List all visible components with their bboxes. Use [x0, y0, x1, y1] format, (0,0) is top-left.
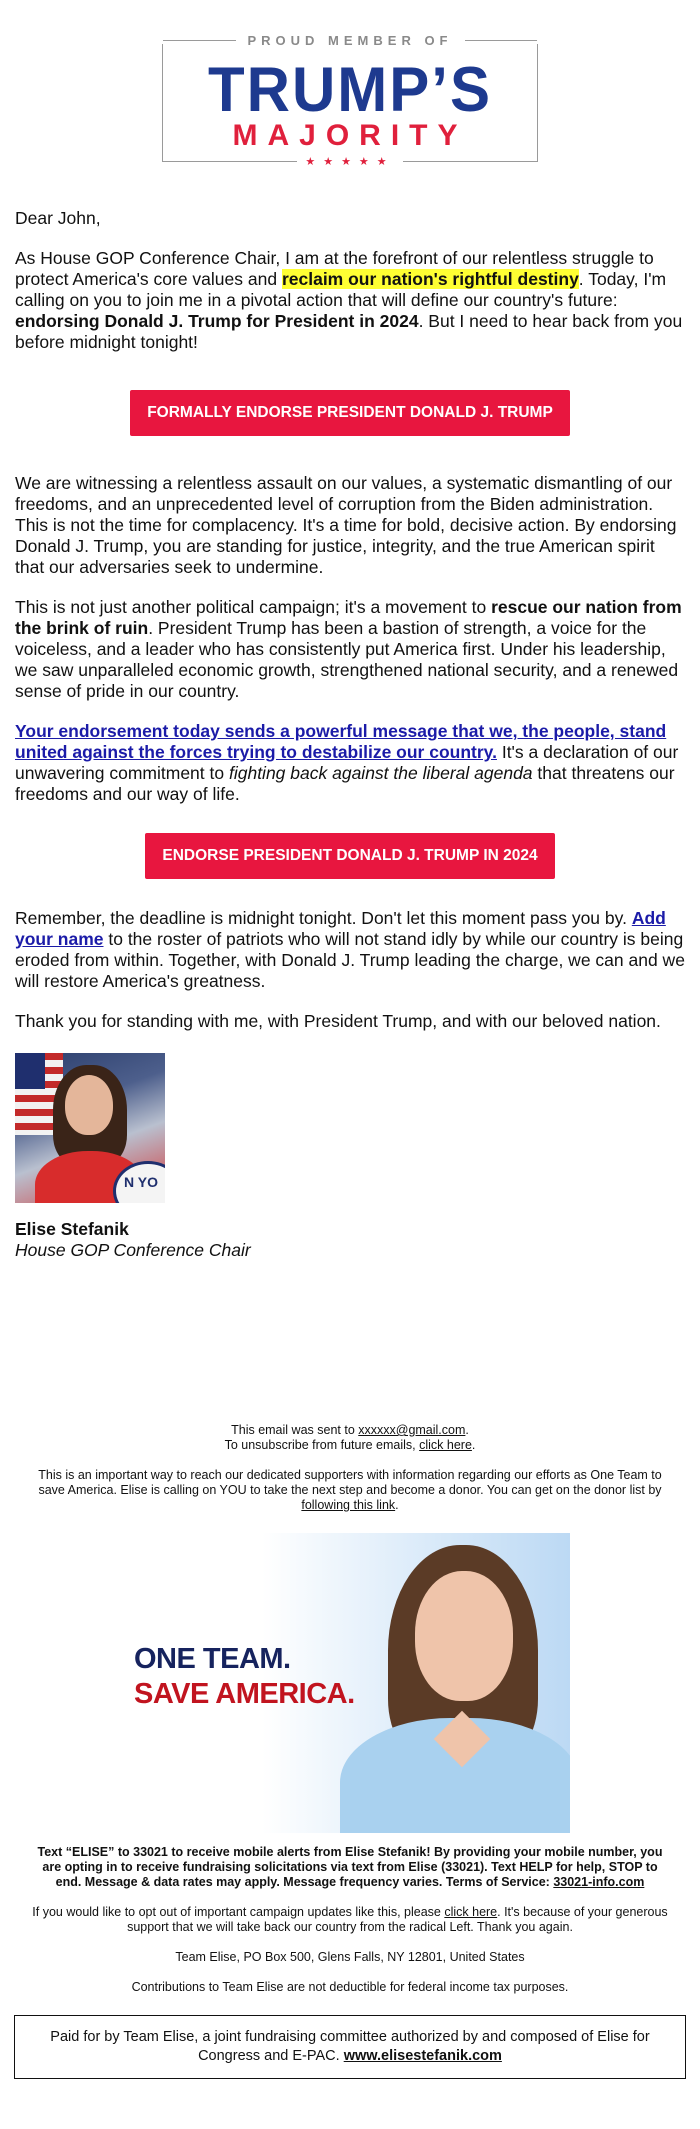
- highlighted-text: reclaim our nation's rightful destiny: [281, 269, 579, 289]
- add-your-name-link[interactable]: Add your name: [15, 908, 666, 949]
- logo-stars: ★★★★★: [297, 156, 402, 168]
- signature-photo: [15, 1053, 165, 1203]
- trumps-majority-logo: [162, 33, 538, 168]
- paragraph-endorsement: Your endorsement today sends a powerful message that we, the people, stand united against the forces trying to destabilize our country. It's a declaration of our unwavering commitment to fighting back against the liberal agenda that threatens our freedoms and our way of life.: [15, 721, 679, 804]
- logo-header: [0, 0, 700, 168]
- sms-terms-link[interactable]: 33021-info.com: [553, 1875, 645, 1889]
- greeting: Dear John,: [15, 208, 101, 228]
- paragraph-intro: As House GOP Conference Chair, I am at the forefront of our relentless struggle to protect America's core values and reclaim our nation's rightful destiny. Today, I'm calling on you to join me in a pivotal action that will define our country's future: endorsing Donald J. Trump for President in 2024. But I need to hear back from you before midnight tonight!: [15, 248, 683, 352]
- optout-link[interactable]: click here: [444, 1905, 498, 1919]
- letter-body: [0, 208, 700, 1261]
- paragraph-movement: This is not just another political campaign; it's a movement to rescue our nation from the brink of ruin. President Trump has been a bastion of strength, a voice for the voiceless, and a leader who has consistently put America first. Under his leadership, we saw unparalleled economic growth, strengthened national security, and a renewed sense of pride in our country.: [15, 597, 682, 701]
- banner-line2: SAVE AMERICA.: [134, 1678, 355, 1710]
- logo-main-text: TRUMP’S: [208, 54, 492, 125]
- banner-line1: ONE TEAM.: [134, 1643, 291, 1675]
- signature-title: House GOP Conference Chair: [15, 1240, 251, 1260]
- website-link[interactable]: www.elisestefanik.com: [343, 2048, 502, 2064]
- logo-top-text: PROUD MEMBER OF: [247, 33, 453, 48]
- logo-sub-text: MAJORITY: [232, 119, 468, 152]
- signature-name: Elise Stefanik: [15, 1219, 129, 1239]
- sent-to-text: This email was sent to xxxxxx@gmail.com. To unsubscribe from future emails, click here.: [224, 1423, 476, 1452]
- photo-badge: N YO: [113, 1161, 165, 1203]
- endorse-button[interactable]: FORMALLY ENDORSE PRESIDENT DONALD J. TRUMP: [130, 390, 570, 436]
- mailing-address: Team Elise, PO Box 500, Glens Falls, NY 12801, United States: [175, 1950, 525, 1964]
- donor-info-text: This is an important way to reach our dedicated supporters with information regarding our efforts as One Team to save America. Elise is calling on YOU to take the next step and become a donor. You can get on the donor list by following this link.: [38, 1468, 662, 1512]
- paid-for-box: Paid for by Team Elise, a joint fundraising committee authorized by and composed of Elise for Congress and E-PAC. www.elisestefanik.com: [14, 2015, 686, 2079]
- paragraph-assault: We are witnessing a relentless assault on our values, a systematic dismantling of our freedoms, and an unprecedented level of corruption from the Biden administration. This is not the time for complacency. It's a time for bold, decisive action. By endorsing Donald J. Trump, you are standing for justice, integrity, and the true American spirit that our adversaries seek to undermine.: [15, 473, 677, 577]
- tax-disclaimer: Contributions to Team Elise are not deductible for federal income tax purposes.: [131, 1980, 569, 1994]
- optout-text: If you would like to opt out of important campaign updates like this, please click here. It's because of your generous support that we will take back our country from the radical Left. Thank you again.: [32, 1905, 668, 1934]
- paragraph-deadline: Remember, the deadline is midnight tonight. Don't let this moment pass you by. Add your name to the roster of patriots who will not stand idly by while our country is being eroded from within. Together, with Donald J. Trump leading the charge, we can and we will restore America's greatness.: [15, 908, 685, 991]
- one-team-banner[interactable]: [130, 1533, 570, 1833]
- donor-list-link[interactable]: following this link: [301, 1498, 396, 1512]
- recipient-email-link[interactable]: xxxxxx@gmail.com: [358, 1423, 466, 1437]
- unsubscribe-link[interactable]: click here: [419, 1438, 472, 1452]
- portrait-image: [415, 1571, 513, 1701]
- sms-disclaimer: Text “ELISE” to 33021 to receive mobile alerts from Elise Stefanik! By providing your mobile number, you are opting in to receive fundraising solicitations via text from Elise (33021). Text HELP for help, STOP to end. Message & data rates may apply. Message frequency varies. Terms of Service: 33021-info.com: [37, 1845, 663, 1889]
- email-footer: [0, 1423, 700, 2079]
- paragraph-thanks: Thank you for standing with me, with President Trump, and with our beloved nation.: [15, 1011, 661, 1031]
- endorsement-link[interactable]: Your endorsement today sends a powerful message that we, the people, stand united against the forces trying to destabilize our country.: [15, 721, 667, 762]
- endorse-2024-button[interactable]: ENDORSE PRESIDENT DONALD J. TRUMP IN 2024: [145, 833, 554, 879]
